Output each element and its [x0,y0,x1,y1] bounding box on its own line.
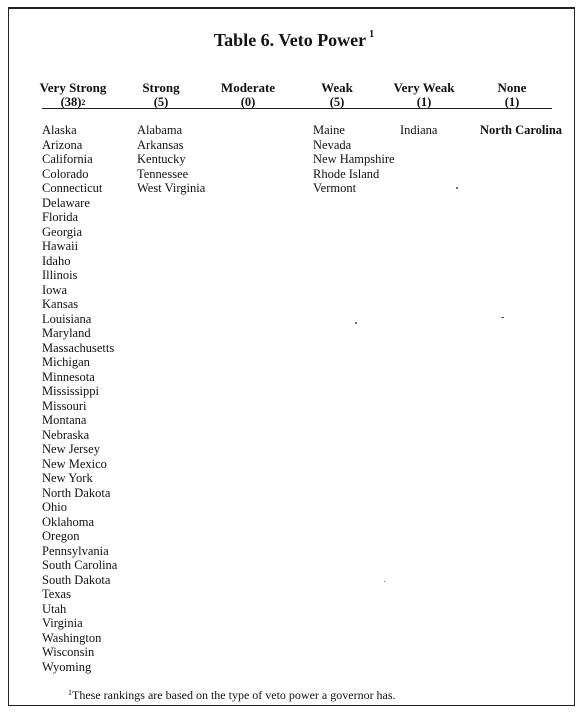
column-count: (1) [416,95,432,109]
state-name: North Dakota [42,485,111,500]
scan-speck [384,581,385,582]
state-name: Alaska [42,123,77,137]
state-name: California [42,152,93,166]
state-name: South Dakota [42,572,111,587]
state-name: Missouri [42,398,87,413]
state-list-weak [313,123,395,196]
state-name: Maryland [42,326,91,340]
column-heading-label: None [497,80,527,95]
state-name: Montana [42,413,87,427]
state-name: New Mexico [42,456,107,471]
scan-speck [456,187,458,189]
state-name: New Hampshire [313,152,395,166]
column-heading-none [457,80,567,110]
heading-rule [42,108,552,109]
state-name: Louisiana [42,311,92,326]
state-list-very-strong [42,123,117,674]
state-name: Florida [42,210,79,224]
column-count: (0) [240,95,256,109]
column-count: (5) [329,95,345,109]
state-name: Utah [42,601,67,616]
footnote-text: These rankings are based on the type of veto power a governor has. [72,688,396,702]
state-name: Ohio [42,500,67,514]
state-name: Illinois [42,268,78,282]
state-name: New York [42,471,93,485]
state-name: Rhode Island [313,166,380,181]
state-name: Mississippi [42,384,99,398]
scan-speck [355,322,357,324]
state-name: Oklahoma [42,514,95,529]
scan-speck [501,317,504,318]
state-name: Virginia [42,616,83,630]
footnote [68,688,396,703]
state-name: Indiana [400,123,438,137]
column-count: (1) [504,95,520,109]
column-heading-label: Weak [321,80,353,95]
state-name: Pennsylvania [42,543,109,558]
state-name: Tennessee [137,166,189,181]
state-name: Massachusetts [42,340,115,355]
column-count: (5) [153,95,169,109]
title-footnote-marker: 1 [369,29,375,40]
state-name: Nebraska [42,427,90,442]
state-list-none [480,123,562,138]
column-heading-label: Very Weak [393,80,455,95]
state-name: Hawaii [42,239,79,253]
state-name: Texas [42,587,71,601]
state-list-very-weak [400,123,437,138]
state-name: West Virginia [137,181,206,195]
state-name: Idaho [42,253,71,268]
state-name: New Jersey [42,442,100,456]
state-name: North Carolina [480,123,563,137]
count-footnote-marker: 2 [81,98,86,107]
state-name: Connecticut [42,181,103,195]
state-name: Maine [313,123,345,137]
column-heading-label: Very Strong [39,80,107,95]
state-name: Wyoming [42,659,92,674]
state-name: Vermont [313,181,357,195]
state-name: South Carolina [42,558,118,572]
footnote-marker: 1 [68,688,72,697]
table-title-text: Table 6. Veto Power [213,30,367,50]
column-heading-label: Strong [142,80,180,95]
state-name: Nevada [313,137,352,152]
state-name: Delaware [42,195,90,210]
state-list-strong [137,123,205,196]
state-name: Minnesota [42,369,95,384]
state-name: Georgia [42,224,83,239]
state-name: Kansas [42,297,79,311]
table-title [0,30,588,51]
state-name: Wisconsin [42,645,95,659]
state-name: Michigan [42,355,90,369]
state-name: Arizona [42,137,83,152]
state-name: Alabama [137,123,183,137]
state-name: Arkansas [137,137,184,152]
state-name: Colorado [42,166,89,181]
column-count: $(38)^2$ [60,95,86,109]
column-heading-label: Moderate [220,80,276,95]
state-name: Oregon [42,529,80,543]
state-name: Washington [42,630,102,645]
state-name: Kentucky [137,152,186,166]
state-name: Iowa [42,282,67,297]
